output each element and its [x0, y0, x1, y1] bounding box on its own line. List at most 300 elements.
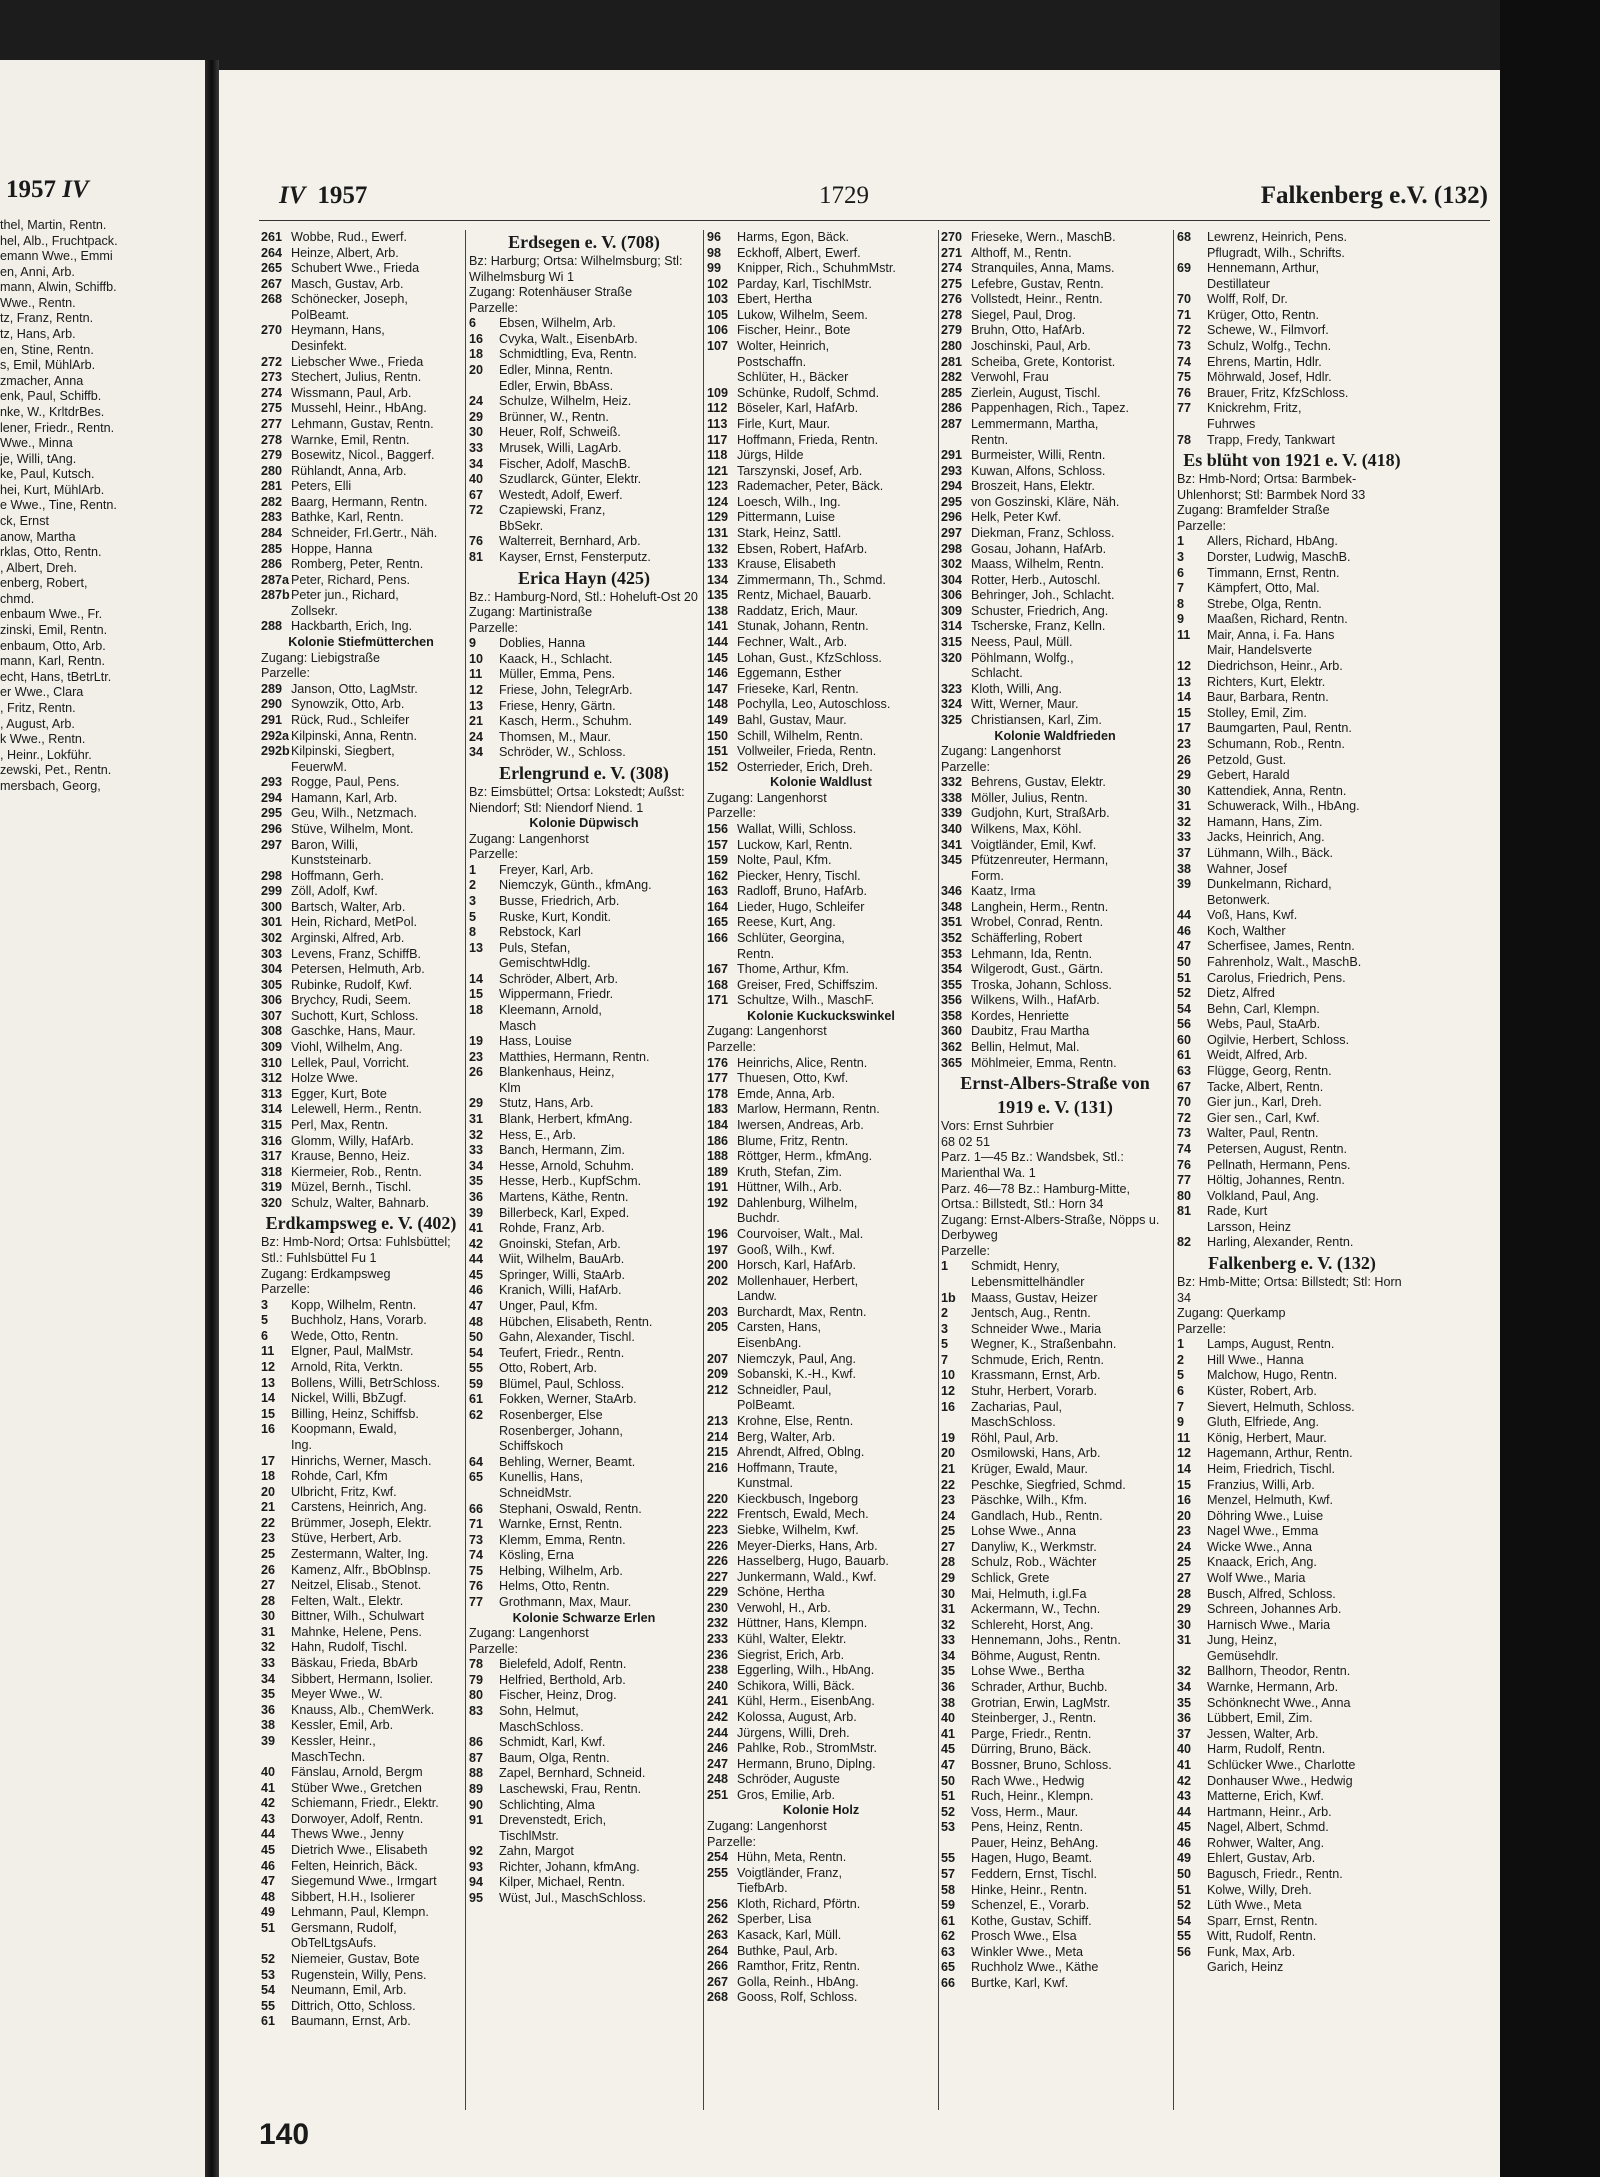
plot-number: 9 — [469, 636, 477, 651]
plot-entry — [1177, 1680, 1407, 1696]
tenant-name: Niemeier, Gustav, Bote — [291, 1952, 420, 1967]
plot-entry — [941, 1353, 1169, 1369]
tenant-name: Stechert, Julius, Rentn. — [291, 370, 422, 385]
tenant-name: Kamenz, Alfr., BbOblnsp. — [291, 1562, 432, 1577]
plot-number: 270 — [261, 323, 283, 338]
tenant-name: Tacke, Albert, Rentn. — [1207, 1079, 1324, 1094]
tenant-name: Arginski, Alfred, Arb. — [291, 931, 405, 946]
tenant-name: Liebscher Wwe., Frieda — [291, 354, 424, 369]
plot-number: 340 — [941, 821, 963, 836]
tenant-name: Kolossa, August, Arb. — [737, 1709, 857, 1724]
tenant-name: Ogilvie, Herbert, Schloss. — [1207, 1032, 1350, 1047]
tenant-name: Siegemund Wwe., Irmgart — [291, 1874, 437, 1889]
plot-number: 49 — [1177, 1851, 1192, 1866]
previous-page-line: ke, Paul, Kutsch. — [0, 467, 95, 482]
colony-heading: Kolonie Düpwisch — [529, 816, 639, 831]
plot-number: 246 — [707, 1741, 729, 1756]
tenant-name: Schewe, W., Filmvorf. — [1207, 323, 1329, 338]
plot-entry — [261, 542, 461, 558]
plot-entry — [941, 1867, 1169, 1883]
tenant-name: Stüber Wwe., Gretchen — [291, 1780, 422, 1795]
tenant-name: Lohse Wwe., Bertha — [971, 1664, 1085, 1679]
plot-number: 274 — [941, 261, 963, 276]
plot-number: 26 — [469, 1065, 484, 1080]
plot-entry — [261, 775, 461, 791]
tenant-name: Ruske, Kurt, Kondit. — [499, 909, 611, 924]
colony-heading: Kolonie Holz — [782, 1803, 860, 1818]
association-info: Parz. 46—78 Bz.: Hamburg-Mitte, Ortsa.: Billstedt, Stl.: Horn 34 — [941, 1181, 1130, 1212]
tenant-name: Wallat, Willi, Schloss. — [737, 821, 857, 836]
scan-background — [1500, 0, 1600, 2177]
plot-entry — [1177, 1017, 1407, 1033]
tenant-name: Parge, Friedr., Rentn. — [971, 1726, 1092, 1741]
colony-heading: Kolonie Schwarze Erlen — [512, 1610, 656, 1625]
tenant-name: Kloth, Willi, Ang. — [971, 681, 1062, 696]
plot-number: 75 — [1177, 370, 1192, 385]
tenant-name: Schneider, Frl.Gertr., Näh. — [291, 525, 438, 540]
tenant-name: Koopmann, Ewald, — [291, 1422, 397, 1437]
tenant-name: Otto, Robert, Arb. — [499, 1361, 597, 1376]
plot-number: 105 — [707, 307, 729, 322]
previous-page-line: en, Anni, Arb. — [0, 264, 75, 279]
tenant-name: Maass, Wilhelm, Rentn. — [971, 557, 1104, 572]
tenant-name: Lieder, Hugo, Schleifer — [737, 899, 865, 914]
plot-entry — [1177, 1727, 1407, 1743]
plot-entry — [707, 1367, 935, 1383]
plot-number: 167 — [707, 962, 729, 977]
plot-number: 107 — [707, 339, 729, 354]
plot-number: 31 — [469, 1112, 484, 1127]
tenant-name: Thews Wwe., Jenny — [291, 1827, 404, 1842]
tenant-name: Möhrwald, Josef, Hdlr. — [1207, 370, 1332, 385]
tenant-name: Hein, Richard, MetPol. — [291, 915, 417, 930]
plot-entry — [1177, 433, 1407, 449]
plot-number: 121 — [707, 463, 729, 478]
tenant-name: Hagen, Hugo, Beamt. — [971, 1851, 1093, 1866]
tenant-name: Gosau, Johann, HafArb. — [971, 541, 1107, 556]
plot-number: 346 — [941, 884, 963, 899]
plot-number: 3 — [1177, 549, 1185, 564]
plot-entry — [1177, 597, 1407, 613]
previous-page-line: anow, Martha — [0, 529, 76, 544]
tenant-name: Szudlarck, Günter, Elektr. — [499, 472, 642, 487]
plot-number: 28 — [1177, 1586, 1192, 1601]
tenant-name: Dunkelmann, Richard, — [1207, 877, 1332, 892]
association-info: Zugang: Liebigstraße — [261, 650, 381, 665]
tenant-name: Heuer, Rolf, Schweiß. — [499, 425, 621, 440]
tenant-name: Hamann, Hans, Zim. — [1207, 814, 1323, 829]
plot-number: 52 — [261, 1952, 276, 1967]
plot-number: 66 — [941, 1976, 956, 1991]
plot-number: 54 — [261, 1983, 276, 1998]
tenant-name: Thomsen, M., Maur. — [499, 729, 611, 744]
plot-entry — [941, 495, 1169, 511]
tenant-name: Rubinke, Rudolf, Kwf. — [291, 977, 413, 992]
plot-entry — [469, 347, 699, 363]
plot-number: 10 — [469, 651, 484, 666]
plot-number: 33 — [1177, 830, 1192, 845]
tenant-name: Harm, Rudolf, Rentn. — [1207, 1742, 1326, 1757]
tenant-name: Winkler Wwe., Meta — [971, 1944, 1083, 1959]
plot-entry — [261, 1547, 461, 1563]
plot-entry — [469, 1657, 699, 1673]
plot-number: 25 — [261, 1546, 276, 1561]
plot-number: 77 — [1177, 1173, 1192, 1188]
plot-entry — [261, 573, 461, 589]
plot-entry — [261, 339, 461, 355]
association-heading: Erlengrund e. V. (308) — [499, 762, 669, 783]
footer-number: 140 — [259, 2118, 310, 2151]
tenant-name: Rach Wwe., Hedwig — [971, 1773, 1085, 1788]
tenant-name: Warnke, Hermann, Arb. — [1207, 1680, 1339, 1695]
tenant-name: Desinfekt. — [291, 339, 347, 354]
plot-number: 58 — [941, 1882, 956, 1897]
tenant-name: Allers, Richard, HbAng. — [1207, 534, 1338, 549]
plot-number: 294 — [261, 790, 283, 805]
tenant-name: Suchott, Kurt, Schloss. — [291, 1008, 419, 1023]
tenant-name: Lefebre, Gustav, Rentn. — [971, 276, 1104, 291]
tenant-name: Böhme, August, Rentn. — [971, 1648, 1101, 1663]
plot-entry — [1177, 1095, 1407, 1111]
plot-number: 27 — [261, 1578, 276, 1593]
plot-entry — [261, 1718, 461, 1734]
plot-entry — [261, 1578, 461, 1594]
plot-entry — [469, 1237, 699, 1253]
plot-entry — [1177, 1867, 1407, 1883]
plot-number: 314 — [941, 619, 963, 634]
plot-entry — [261, 1843, 461, 1859]
tenant-name: Kasch, Herm., Schuhm. — [499, 714, 632, 729]
tenant-name: Petersen, August, Rentn. — [1207, 1141, 1348, 1156]
plot-entry — [261, 682, 461, 698]
plot-number: 13 — [469, 940, 484, 955]
plot-entry — [261, 1149, 461, 1165]
tenant-name: Ebert, Hertha — [737, 292, 812, 307]
tenant-name: Feddern, Ernst, Tischl. — [971, 1866, 1097, 1881]
plot-entry — [1177, 1774, 1407, 1790]
tenant-name: Behling, Werner, Beamt. — [499, 1454, 636, 1469]
plot-entry — [469, 699, 699, 715]
plot-number: 80 — [1177, 1188, 1192, 1203]
tenant-name: Blankenhaus, Heinz, — [499, 1065, 615, 1080]
plot-entry — [1177, 1851, 1407, 1867]
plot-number: 11 — [1177, 627, 1191, 642]
plot-number: 214 — [707, 1429, 729, 1444]
plot-number: 262 — [707, 1912, 729, 1927]
tenant-name: Knickrehm, Fritz, — [1207, 401, 1302, 416]
tenant-name: Schulz, Walter, Bahnarb. — [291, 1195, 430, 1210]
tenant-name: Althoff, M., Rentn. — [971, 245, 1072, 260]
tenant-name: Harms, Egon, Bäck. — [737, 230, 849, 244]
plot-entry — [1177, 1384, 1407, 1400]
tenant-name: Hüttner, Wilh., Arb. — [737, 1180, 842, 1195]
plot-number: 290 — [261, 697, 283, 712]
plot-number: 83 — [469, 1704, 484, 1719]
plot-entry — [941, 604, 1169, 620]
plot-number: 5 — [941, 1337, 949, 1352]
plot-number: 73 — [1177, 339, 1192, 354]
plot-entry — [1177, 339, 1407, 355]
plot-entry — [941, 1259, 1169, 1275]
plot-entry — [707, 1726, 935, 1742]
previous-page-line: enberg, Robert, — [0, 576, 88, 591]
tenant-name: Niemczyk, Günth., kfmAng. — [499, 878, 652, 893]
plot-entry — [261, 1640, 461, 1656]
plot-number: 56 — [1177, 1944, 1192, 1959]
tenant-name: Marlow, Hermann, Rentn. — [737, 1102, 880, 1117]
tenant-name: Walter, Paul, Rentn. — [1207, 1126, 1319, 1141]
tenant-name: Puls, Stefan, — [499, 940, 571, 955]
plot-entry — [469, 1844, 699, 1860]
plot-number: 14 — [1177, 1461, 1192, 1476]
tenant-name: Ebsen, Robert, HafArb. — [737, 541, 868, 556]
plot-number: 5 — [469, 909, 477, 924]
plot-entry — [707, 884, 935, 900]
plot-number: 226 — [707, 1538, 729, 1553]
plot-number: 40 — [261, 1765, 276, 1780]
tenant-name: Schröder, W., Schloss. — [499, 745, 626, 760]
plot-entry — [941, 1805, 1169, 1821]
plot-number: 7 — [1177, 1399, 1185, 1414]
plot-entry — [707, 1071, 935, 1087]
previous-page-line: thel, Martin, Rentn. — [0, 218, 107, 232]
tenant-name: Kopp, Wilhelm, Rentn. — [291, 1297, 417, 1312]
plot-number: 291 — [261, 712, 283, 727]
plot-number: 320 — [941, 650, 963, 665]
plot-entry — [469, 410, 699, 426]
tenant-name: Zöll, Adolf, Kwf. — [291, 884, 378, 899]
tenant-name: Lukow, Wilhelm, Seem. — [737, 307, 868, 322]
association-info: Parzelle: — [469, 300, 518, 315]
tenant-name: Wahner, Josef — [1207, 861, 1288, 876]
plot-number: 145 — [707, 650, 729, 665]
plot-number: 351 — [941, 915, 963, 930]
plot-number: 223 — [707, 1522, 729, 1537]
tenant-name: Dittrich, Otto, Schloss. — [291, 1998, 416, 2013]
plot-number: 213 — [707, 1413, 729, 1428]
tenant-name: Masch — [499, 1018, 537, 1033]
tenant-name: Eggerling, Wilh., HbAng. — [737, 1663, 875, 1678]
plot-entry — [941, 339, 1169, 355]
plot-entry — [261, 869, 461, 885]
plot-number: 324 — [941, 697, 963, 712]
plot-entry — [261, 588, 461, 604]
plot-number: 282 — [941, 370, 963, 385]
tenant-name: Ballhorn, Theodor, Rentn. — [1207, 1664, 1351, 1679]
plot-entry — [941, 697, 1169, 713]
tenant-name: Garich, Heinz — [1207, 1960, 1284, 1975]
plot-entry — [1177, 1204, 1407, 1220]
plot-entry — [707, 744, 935, 760]
association-info: Parzelle: — [941, 1243, 990, 1258]
plot-number: 233 — [707, 1632, 729, 1647]
plot-entry — [261, 1999, 461, 2015]
tenant-name: Müzel, Bernh., Tischl. — [291, 1180, 412, 1195]
tenant-name: Eckhoff, Albert, Ewerf. — [737, 245, 861, 260]
association-info: Zugang: Rotenhäuser Straße — [469, 285, 633, 300]
association-info: Parzelle: — [707, 806, 756, 821]
plot-entry — [1177, 753, 1407, 769]
plot-entry — [707, 308, 935, 324]
tenant-name: Lellek, Paul, Vorricht. — [291, 1055, 410, 1070]
plot-number: 13 — [1177, 674, 1192, 689]
tenant-name: Hamann, Karl, Arb. — [291, 790, 398, 805]
plot-number: 354 — [941, 962, 963, 977]
plot-entry — [941, 1789, 1169, 1805]
plot-entry — [1177, 737, 1407, 753]
plot-number: 288 — [261, 619, 283, 634]
tenant-name: Zacharias, Paul, — [971, 1399, 1062, 1414]
plot-entry — [941, 417, 1169, 433]
plot-entry — [941, 931, 1169, 947]
plot-number: 59 — [469, 1376, 484, 1391]
tenant-name: Höltig, Johannes, Rentn. — [1207, 1173, 1345, 1188]
plot-number: 28 — [941, 1555, 956, 1570]
association-info: Vors: Ernst Suhrbier — [941, 1119, 1054, 1134]
tenant-name: Unger, Paul, Kfm. — [499, 1299, 598, 1313]
plot-entry — [261, 1952, 461, 1968]
tenant-name: Bathke, Karl, Rentn. — [291, 510, 404, 525]
plot-number: 129 — [707, 510, 729, 525]
plot-entry — [941, 1415, 1169, 1431]
tenant-name: von Goszinski, Kläre, Näh. — [971, 494, 1120, 509]
tenant-name: TiefbArb. — [737, 1881, 788, 1896]
plot-entry — [1177, 1898, 1407, 1914]
plot-entry — [469, 683, 699, 699]
plot-number: 294 — [941, 479, 963, 494]
plot-number: 86 — [469, 1735, 484, 1750]
plot-number: 77 — [469, 1594, 484, 1609]
plot-number: 7 — [941, 1352, 949, 1367]
plot-number: 72 — [1177, 323, 1192, 338]
tenant-name: Schöne, Hertha — [737, 1585, 825, 1600]
plot-number: 325 — [941, 712, 963, 727]
tenant-name: Meyer-Dierks, Hans, Arb. — [737, 1538, 878, 1553]
plot-entry — [941, 230, 1169, 246]
plot-number: 150 — [707, 728, 729, 743]
plot-entry — [261, 1765, 461, 1781]
plot-entry — [261, 1874, 461, 1890]
plot-number: 227 — [707, 1569, 729, 1584]
tenant-name: Frieseke, Karl, Rentn. — [737, 681, 859, 696]
tenant-name: Hoffmann, Gerh. — [291, 868, 384, 883]
plot-number: 268 — [261, 292, 283, 307]
plot-number: 8 — [1177, 596, 1185, 611]
plot-entry — [469, 652, 699, 668]
tenant-name: Harling, Alexander, Rentn. — [1207, 1235, 1354, 1250]
plot-entry — [1177, 1189, 1407, 1205]
plot-number: 1 — [941, 1259, 949, 1274]
plot-entry — [261, 246, 461, 262]
plot-number: 232 — [707, 1616, 729, 1631]
plot-number: 304 — [261, 962, 283, 977]
plot-entry — [469, 457, 699, 473]
tenant-name: Landw. — [737, 1289, 777, 1304]
plot-entry — [707, 1243, 935, 1259]
plot-entry — [707, 1398, 935, 1414]
plot-entry — [261, 448, 461, 464]
tenant-name: Dietrich Wwe., Elisabeth — [291, 1842, 428, 1857]
plot-entry — [707, 962, 935, 978]
plot-entry — [261, 1905, 461, 1921]
plot-entry — [1177, 1033, 1407, 1049]
plot-number: 79 — [469, 1672, 484, 1687]
plot-entry — [941, 1524, 1169, 1540]
plot-number: 292b — [261, 744, 290, 759]
plot-number: 51 — [1177, 970, 1192, 985]
plot-number: 298 — [941, 541, 963, 556]
plot-number: 286 — [941, 401, 963, 416]
plot-entry — [707, 1274, 935, 1290]
plot-number: 135 — [707, 588, 729, 603]
plot-number: 54 — [1177, 1001, 1192, 1016]
plot-number: 34 — [469, 456, 484, 471]
plot-entry — [261, 1968, 461, 1984]
tenant-name: Richter, Johann, kfmAng. — [499, 1859, 640, 1874]
plot-entry — [941, 682, 1169, 698]
tenant-name: Jürgs, Hilde — [737, 448, 804, 463]
plot-number: 45 — [469, 1267, 484, 1282]
previous-page-line: rklas, Otto, Rentn. — [0, 545, 102, 560]
column-rule — [703, 230, 704, 2110]
tenant-name: Rotter, Herb., Autoschl. — [971, 572, 1101, 587]
previous-page-line: enbaum Wwe., Fr. — [0, 607, 103, 622]
plot-entry — [261, 1750, 461, 1766]
previous-page-line: zinski, Emil, Rentn. — [0, 623, 108, 638]
plot-entry — [261, 604, 461, 620]
plot-number: 184 — [707, 1117, 729, 1132]
plot-entry — [1177, 1914, 1407, 1930]
plot-number: 241 — [707, 1694, 729, 1709]
plot-number: 50 — [1177, 955, 1192, 970]
plot-number: 27 — [1177, 1570, 1192, 1585]
plot-entry — [1177, 1064, 1407, 1080]
plot-entry — [469, 1019, 699, 1035]
plot-number: 203 — [707, 1304, 729, 1319]
tenant-name: Hermann, Bruno, Diplng. — [737, 1756, 876, 1771]
plot-entry — [261, 978, 461, 994]
plot-entry — [707, 1648, 935, 1664]
tenant-name: Diekman, Franz, Schloss. — [971, 525, 1115, 540]
plot-number: 23 — [941, 1493, 956, 1508]
plot-number: 20 — [941, 1446, 956, 1461]
plot-entry — [707, 651, 935, 667]
tenant-name: Greiser, Fred, Schiffszim. — [737, 977, 879, 992]
tenant-name: Schlüter, H., Bäcker — [737, 370, 849, 385]
tenant-name: Bartsch, Walter, Arb. — [291, 899, 406, 914]
plot-entry — [707, 1585, 935, 1601]
tenant-name: ObTelLtgsAufs. — [291, 1936, 377, 1951]
tenant-name: Dietz, Alfred — [1207, 986, 1275, 1001]
tenant-name: Rade, Kurt — [1207, 1204, 1268, 1219]
plot-entry — [707, 1694, 935, 1710]
plot-number: 61 — [941, 1913, 956, 1928]
plot-number: 14 — [1177, 690, 1192, 705]
plot-entry — [1177, 550, 1407, 566]
plot-number: 66 — [469, 1501, 484, 1516]
plot-entry — [1177, 566, 1407, 582]
association-info: Zugang: Ernst-Albers-Straße, Nöpps u. Derbyweg — [941, 1212, 1160, 1243]
plot-entry — [261, 1469, 461, 1485]
plot-number: 251 — [707, 1787, 729, 1802]
tenant-name: Jessen, Walter, Arb. — [1207, 1726, 1319, 1741]
plot-number: 75 — [469, 1563, 484, 1578]
plot-entry — [707, 1056, 935, 1072]
plot-number: 29 — [469, 409, 484, 424]
previous-page-line: mersbach, Georg, — [0, 778, 101, 793]
plot-entry — [941, 1898, 1169, 1914]
plot-entry — [941, 900, 1169, 916]
